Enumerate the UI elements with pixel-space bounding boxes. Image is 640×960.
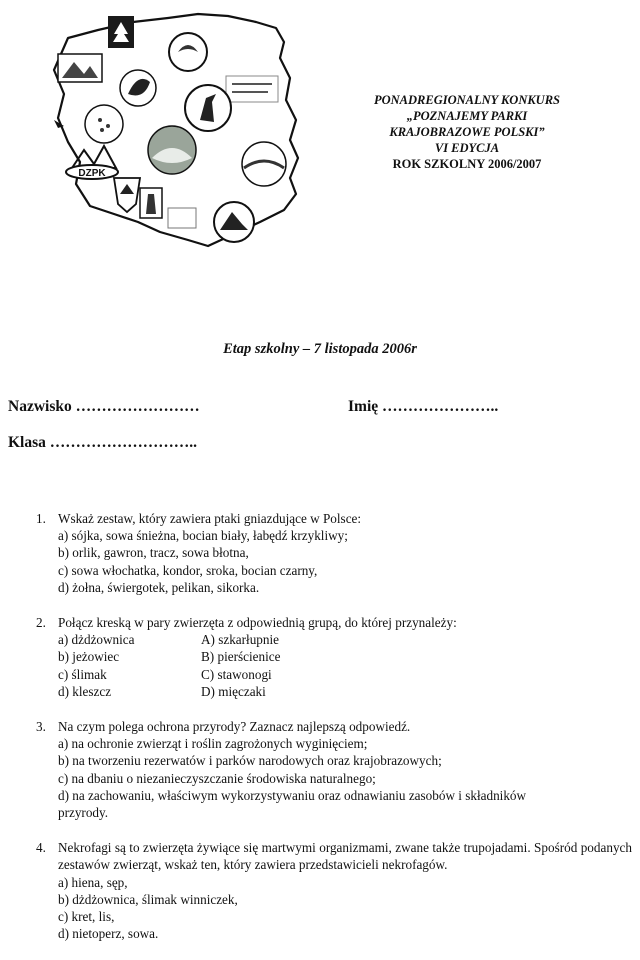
header-line-contest: PONADREGIONALNY KONKURS [373, 93, 561, 107]
contest-header [352, 92, 582, 172]
stage-title: Etap szkolny – 7 listopada 2006r [223, 341, 417, 357]
pair-row [58, 666, 632, 683]
park-emblem-grid [85, 105, 123, 143]
header-line-title-1: „POZNAJEMY PARKI [406, 109, 528, 123]
animal-item: b) jeżowiec [58, 649, 120, 665]
answer-option: a) sójka, sowa śnieżna, bocian biały, łabędź krzykliwy; [58, 528, 348, 544]
answer-option: c) sowa włochatka, kondor, sroka, bocian czarny, [58, 562, 318, 578]
answer-option: c) kret, lis, [58, 909, 115, 925]
animal-item: c) ślimak [58, 666, 107, 682]
poland-parks-map [28, 8, 328, 258]
animal-item: a) dżdżownica [58, 632, 135, 648]
question-text: Połącz kreską w pary zwierzęta z odpowiednią grupą, do której przynależy: [58, 615, 457, 631]
poland-map-svg [28, 8, 328, 258]
answer-option: c) na dbaniu o niezanieczyszczanie środowiska naturalnego; [58, 770, 376, 786]
dots-icon [106, 124, 110, 128]
answer-option: b) na tworzeniu rezerwatów i parków narodowych oraz krajobrazowych; [58, 753, 442, 769]
answer-option: b) dżdżownica, ślimak winniczek, [58, 891, 238, 907]
answer-option: b) orlik, gawron, tracz, sowa błotna, [58, 545, 249, 561]
answer-option: a) hiena, sęp, [58, 874, 128, 890]
question-number: 2. [36, 615, 46, 631]
dzpk-logo-label: DZPK [78, 168, 106, 179]
question-number: 3. [36, 719, 46, 735]
pair-row [58, 631, 632, 648]
header-line-school-year: ROK SZKOLNY 2006/2007 [392, 157, 542, 171]
answer-option: d) na zachowaniu, właściwym wykorzystywaniu oraz odnawianiu zasobów i składników przyrody. [58, 787, 527, 821]
pair-row [58, 648, 632, 665]
park-emblem-bird [169, 33, 207, 71]
answer-option: d) nietoperz, sowa. [58, 926, 159, 942]
question-number: 4. [36, 840, 46, 856]
group-item: B) pierścienice [201, 649, 281, 665]
question-text: Wskaż zestaw, który zawiera ptaki gniazdujące w Polsce: [58, 511, 362, 526]
group-item: C) stawonogi [201, 666, 272, 682]
question-list [36, 510, 632, 960]
question-text: Nekrofagi są to zwierzęta żywiące się martwymi organizmami, zwane także trupojadami. Spośród podanych zestawów zwierząt, wskaż ten, który zawiera przedstawicieli nekrofagów. [58, 840, 632, 873]
park-emblem-text-box [226, 76, 278, 102]
park-emblem-small-text [168, 208, 196, 228]
header-line-title-2: KRAJOBRAZOWE POLSKI” [389, 125, 545, 139]
answer-option: d) żołna, świergotek, pelikan, sikorka. [58, 579, 260, 595]
first-name-field: Imię ………………….. [348, 398, 499, 415]
question-3 [36, 718, 632, 821]
class-field: Klasa ……………………….. [8, 434, 198, 451]
header-line-edition: VI EDYCJA [434, 141, 500, 155]
question-2 [36, 614, 632, 700]
dots-icon [100, 128, 104, 132]
surname-field: Nazwisko …………………… [8, 398, 200, 415]
group-item: A) szkarłupnie [201, 632, 279, 648]
question-4 [36, 839, 632, 942]
question-1 [36, 510, 632, 596]
question-number: 1. [36, 511, 46, 526]
question-text: Na czym polega ochrona przyrody? Zaznacz najlepszą odpowiedź. [58, 719, 411, 735]
pair-row [58, 683, 632, 700]
group-item: D) mięczaki [201, 683, 266, 699]
dots-icon [98, 118, 102, 122]
animal-item: d) kleszcz [58, 683, 112, 699]
answer-option: a) na ochronie zwierząt i roślin zagrożonych wyginięciem; [58, 736, 368, 752]
